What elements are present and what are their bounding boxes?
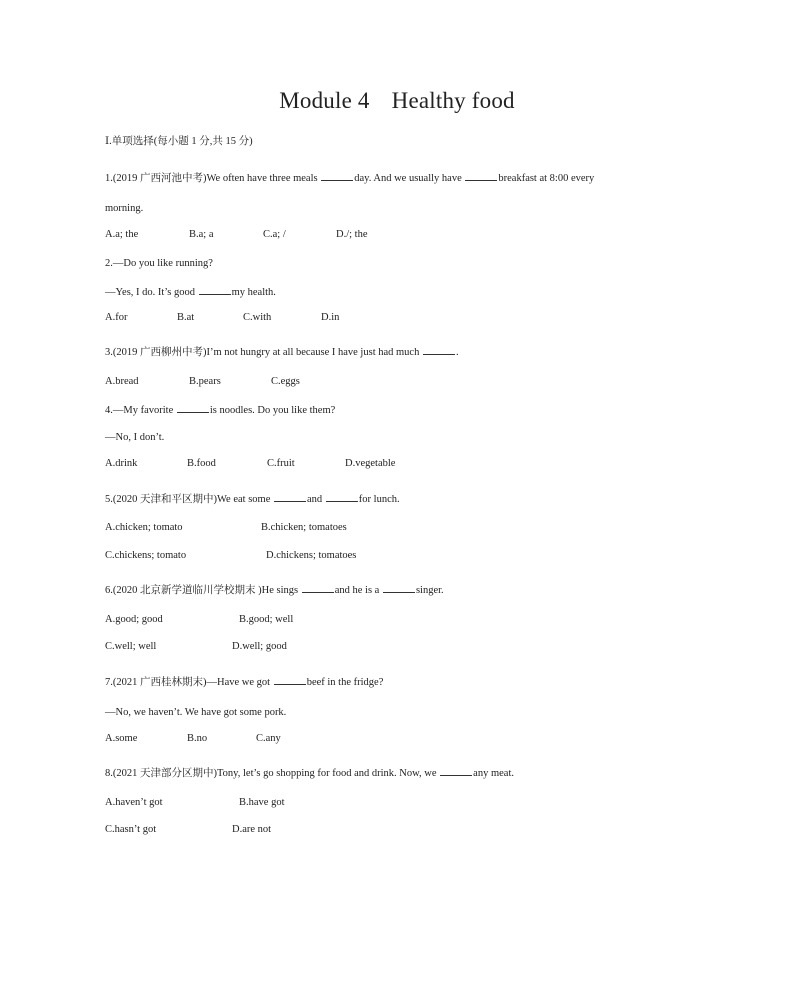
option-b: B.food <box>187 458 216 469</box>
question-2-options <box>105 312 705 325</box>
option-c: C.eggs <box>271 376 300 387</box>
question-7-line2: —No, we haven’t. We have got some pork. <box>105 707 287 718</box>
option-c: C.hasn’t got <box>105 824 157 835</box>
option-b: B.have got <box>239 797 285 808</box>
question-1-stem-cont: morning. <box>105 203 144 214</box>
option-a: A.bread <box>105 376 139 387</box>
option-c: C.with <box>243 312 272 323</box>
question-7-stem: 7.(2021 广西桂林期末)—Have we got beef in the fridge? <box>105 677 384 688</box>
answer-blank <box>274 492 306 502</box>
answer-blank <box>274 675 306 685</box>
section-heading: Ⅰ.单项选择(每小题 1 分,共 15 分) <box>105 136 253 147</box>
question-8-stem: 8.(2021 天津部分区期中)Tony, let’s go shopping for food and drink. Now, we any meat. <box>105 768 514 779</box>
question-5-stem: 5.(2020 天津和平区期中)We eat some and for lunch. <box>105 494 400 505</box>
question-1-options <box>105 229 705 242</box>
question-4-options <box>105 458 705 471</box>
option-c: C.chickens; tomato <box>105 550 187 561</box>
question-3-options <box>105 376 705 389</box>
question-2-stem: 2.—Do you like running? <box>105 258 213 269</box>
answer-blank <box>465 171 497 181</box>
question-5-options-row2 <box>105 550 705 563</box>
option-c: C.a; / <box>263 229 286 240</box>
question-5-options-row1 <box>105 522 705 535</box>
option-a: A.chicken; tomato <box>105 522 183 533</box>
module-label: Module 4 <box>279 88 370 113</box>
question-4-line2: —No, I don’t. <box>105 432 165 443</box>
option-c: C.any <box>256 733 281 744</box>
page-title <box>0 88 794 114</box>
option-d: D./; the <box>336 229 368 240</box>
option-b: B.pears <box>189 376 221 387</box>
option-b: B.a; a <box>189 229 214 240</box>
answer-blank <box>199 285 231 295</box>
option-a: A.drink <box>105 458 138 469</box>
answer-blank <box>383 583 415 593</box>
question-7-options <box>105 733 705 746</box>
answer-blank <box>177 403 209 413</box>
answer-blank <box>302 583 334 593</box>
option-d: D.vegetable <box>345 458 396 469</box>
answer-blank <box>423 345 455 355</box>
option-a: A.haven’t got <box>105 797 163 808</box>
option-d: D.are not <box>232 824 272 835</box>
question-2-line2: —Yes, I do. It’s good my health. <box>105 287 276 298</box>
question-4-stem: 4.—My favorite is noodles. Do you like them? <box>105 405 336 416</box>
question-3-stem: 3.(2019 广西柳州中考)I’m not hungry at all because I have just had much . <box>105 347 459 358</box>
option-b: B.good; well <box>239 614 294 625</box>
option-a: A.a; the <box>105 229 139 240</box>
question-1-stem: 1.(2019 广西河池中考)We often have three meals day. And we usually have breakfast at 8:00 every <box>105 173 595 184</box>
topic-label: Healthy food <box>391 88 515 113</box>
option-a: A.good; good <box>105 614 163 625</box>
answer-blank <box>440 766 472 776</box>
answer-blank <box>326 492 358 502</box>
option-d: D.chickens; tomatoes <box>266 550 357 561</box>
question-6-stem: 6.(2020 北京新学道临川学校期末 )He sings and he is a singer. <box>105 585 444 596</box>
option-d: D.well; good <box>232 641 287 652</box>
option-c: C.fruit <box>267 458 295 469</box>
option-b: B.chicken; tomatoes <box>261 522 347 533</box>
option-c: C.well; well <box>105 641 157 652</box>
option-b: B.no <box>187 733 208 744</box>
answer-blank <box>321 171 353 181</box>
question-6-options-row1 <box>105 614 705 627</box>
question-8-options-row1 <box>105 797 705 810</box>
option-b: B.at <box>177 312 195 323</box>
option-a: A.some <box>105 733 138 744</box>
option-d: D.in <box>321 312 340 323</box>
question-6-options-row2 <box>105 641 705 654</box>
question-8-options-row2 <box>105 824 705 837</box>
option-a: A.for <box>105 312 128 323</box>
